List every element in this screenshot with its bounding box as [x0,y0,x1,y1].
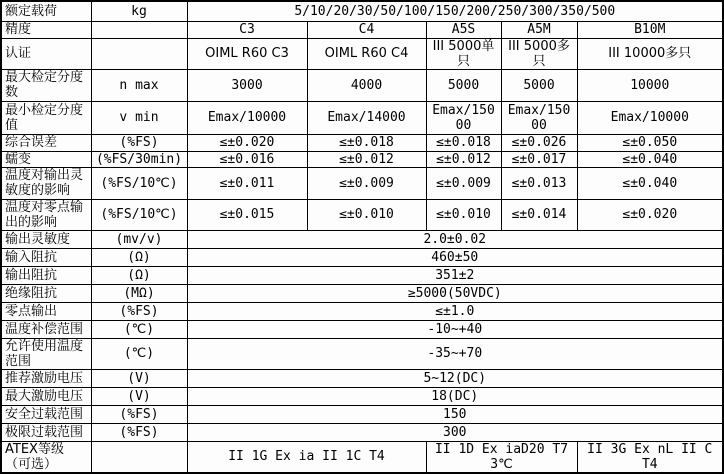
spec-span-cell: 150 [187,405,723,423]
spec-cell: ≤±0.011 [187,167,307,199]
spec-cell: OIML R60 C4 [307,38,426,69]
spec-span-cell: 2.0±0.02 [187,230,723,248]
spec-row-unit: (%FS) [91,405,187,423]
table-row [1,21,723,38]
spec-cell: III 10000多只 [577,38,723,69]
table-row [1,284,723,302]
spec-row-unit: kg [91,1,187,21]
spec-row-label: ATEX等级（可选） [1,441,91,473]
spec-cell: ≤±0.020 [187,134,307,151]
spec-span-cell: ≥5000(50VDC) [187,284,723,302]
table-row [1,199,723,230]
table-row [1,69,723,101]
table-row [1,167,723,199]
spec-row-unit: (℃) [91,338,187,369]
spec-cell: OIML R60 C3 [187,38,307,69]
spec-row-unit: (Ω) [91,248,187,266]
table-row [1,134,723,151]
spec-row-unit: (Ω) [91,266,187,284]
table-row [1,320,723,338]
spec-cell: 10000 [577,69,723,101]
spec-cell: 3000 [187,69,307,101]
spec-cell: III 5000单只 [426,38,501,69]
spec-row-unit: (V) [91,387,187,405]
spec-row-unit: (℃) [91,320,187,338]
spec-row-label: 推荐激励电压 [1,369,91,387]
spec-cell: ≤±0.020 [577,199,723,230]
spec-cell: A5S [426,21,501,38]
table-row [1,338,723,369]
spec-row-unit: (%FS) [91,302,187,320]
spec-cell: Emax/10000 [577,101,723,134]
spec-cell: 5000 [501,69,577,101]
spec-cell: B10M [577,21,723,38]
spec-row-label: 额定载荷 [1,1,91,21]
table-row [1,302,723,320]
spec-row-label: 极限过载范围 [1,423,91,441]
spec-cell: ≤±0.009 [426,167,501,199]
spec-cell: Emax/10000 [187,101,307,134]
spec-row-unit [91,38,187,69]
table-row [1,423,723,441]
spec-span-cell: 300 [187,423,723,441]
table-row [1,248,723,266]
atex-cell: II 1D Ex iaD20 T73℃ [426,441,577,473]
spec-span-cell: 5/10/20/30/50/100/150/200/250/300/350/500 [187,1,723,21]
spec-cell: Emax/14000 [307,101,426,134]
spec-cell: C4 [307,21,426,38]
spec-row-label: 最小检定分度值 [1,101,91,134]
spec-cell: ≤±0.040 [577,151,723,167]
spec-row-label: 输出阻抗 [1,266,91,284]
spec-cell: Emax/15000 [426,101,501,134]
spec-span-cell: 18(DC) [187,387,723,405]
spec-row-label: 绝缘阻抗 [1,284,91,302]
spec-cell: ≤±0.010 [426,199,501,230]
spec-cell: ≤±0.050 [577,134,723,151]
table-row [1,230,723,248]
spec-cell: ≤±0.026 [501,134,577,151]
spec-cell: A5M [501,21,577,38]
spec-cell: ≤±0.009 [307,167,426,199]
table-row [1,405,723,423]
spec-cell: ≤±0.018 [426,134,501,151]
spec-row-unit: (%FS) [91,423,187,441]
spec-row-label: 综合误差 [1,134,91,151]
spec-row-label: 精度 [1,21,91,38]
table-row [1,38,723,69]
spec-row-unit: (%FS/30min) [91,151,187,167]
table-row [1,387,723,405]
table-row [1,151,723,167]
spec-row-label: 允许使用温度范围 [1,338,91,369]
spec-row-unit [91,21,187,38]
spec-row-unit: (V) [91,369,187,387]
spec-row-label: 蠕变 [1,151,91,167]
spec-span-cell: 460±50 [187,248,723,266]
spec-cell: 4000 [307,69,426,101]
spec-span-cell: 5~12(DC) [187,369,723,387]
spec-cell: ≤±0.013 [501,167,577,199]
spec-row-unit: (%FS/10℃) [91,199,187,230]
spec-row-label: 输出灵敏度 [1,230,91,248]
spec-span-cell: -10~+40 [187,320,723,338]
atex-cell: II 3G Ex nL II C T4 [577,441,723,473]
spec-row-label: 输入阻抗 [1,248,91,266]
spec-cell: C3 [187,21,307,38]
spec-row-unit: n max [91,69,187,101]
spec-row-unit: (%FS) [91,134,187,151]
spec-cell: ≤±0.017 [501,151,577,167]
spec-cell: ≤±0.014 [501,199,577,230]
spec-cell: Emax/15000 [501,101,577,134]
spec-row-label: 温度补偿范围 [1,320,91,338]
spec-row-label: 最大检定分度数 [1,69,91,101]
table-row [1,1,723,21]
spec-cell: ≤±0.015 [187,199,307,230]
spec-row-label: 温度对输出灵敏度的影响 [1,167,91,199]
spec-row-label: 认证 [1,38,91,69]
spec-span-cell: ≤±1.0 [187,302,723,320]
spec-cell: ≤±0.010 [307,199,426,230]
spec-span-cell: 351±2 [187,266,723,284]
table-row [1,101,723,134]
spec-cell: III 5000多只 [501,38,577,69]
spec-row-label: 安全过载范围 [1,405,91,423]
spec-cell: ≤±0.012 [307,151,426,167]
spec-row-unit: (mv/v) [91,230,187,248]
spec-row-label: 最大激励电压 [1,387,91,405]
spec-cell: ≤±0.040 [577,167,723,199]
spec-row-label: 零点输出 [1,302,91,320]
spec-row-unit: (MΩ) [91,284,187,302]
table-row [1,266,723,284]
spec-cell: 5000 [426,69,501,101]
spec-cell: ≤±0.018 [307,134,426,151]
atex-cell: II 1G Ex ia II 1C T4 [187,441,426,473]
spec-cell: ≤±0.012 [426,151,501,167]
spec-span-cell: -35~+70 [187,338,723,369]
spec-cell: ≤±0.016 [187,151,307,167]
spec-row-unit: v min [91,101,187,134]
table-row [1,369,723,387]
spec-row-unit: (%FS/10℃) [91,167,187,199]
spec-row-label: 温度对零点输出的影响 [1,199,91,230]
